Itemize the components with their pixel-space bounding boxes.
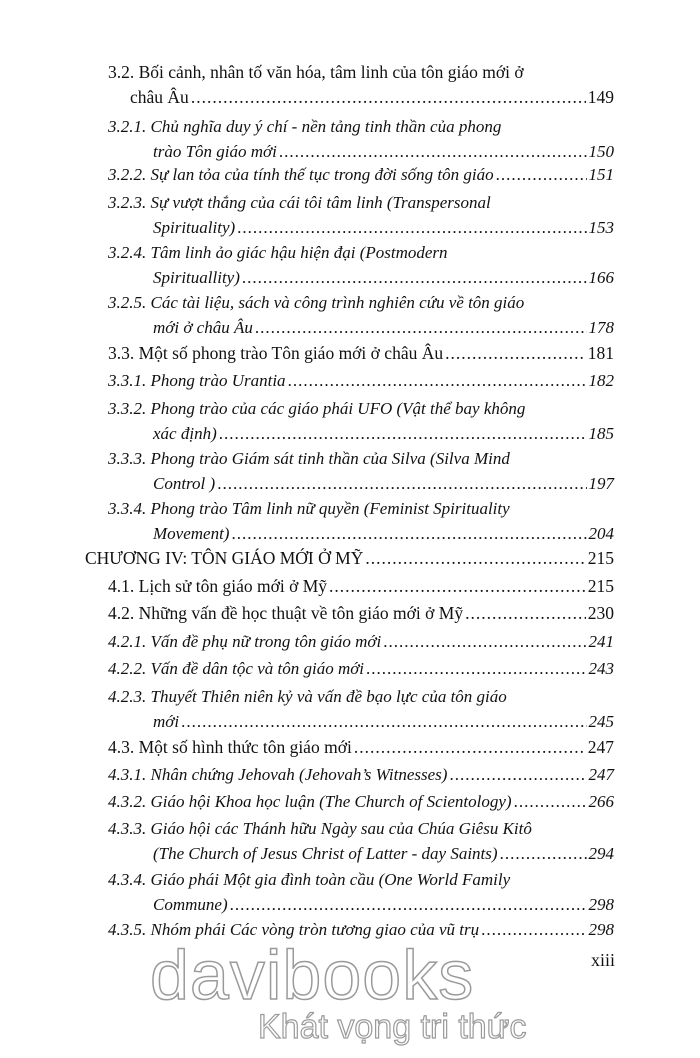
leader-dots (481, 917, 586, 942)
leader-dots (181, 709, 586, 734)
toc-page-number: 153 (588, 218, 614, 237)
toc-entry-title: 4.3. Một số hình thức tôn giáo mới (108, 737, 352, 757)
toc-entry-title-cont: xác định) (153, 424, 217, 443)
toc-entry (108, 656, 614, 681)
toc-page-number: 298 (588, 920, 614, 939)
toc-entry-title-cont: Spirituality) (153, 218, 236, 237)
toc-entry-title: 3.3. Một số phong trào Tôn giáo mới ở châu Âu (108, 343, 444, 363)
toc-entry (108, 867, 614, 917)
toc-entry-title: 3.2.1. Chủ nghĩa duy ý chí - nền tảng tinh thần của phong (108, 117, 502, 136)
toc-entry (108, 60, 614, 110)
toc-entry-title: 4.3.5. Nhóm phái Các vòng tròn tương giao của vũ trụ (108, 920, 480, 939)
toc-entry (108, 601, 614, 626)
toc-entry-title: 4.2.2. Vấn đề dân tộc và tôn giáo mới (108, 659, 365, 678)
leader-dots (449, 762, 586, 787)
leader-dots (365, 546, 585, 571)
toc-page-number: 294 (588, 844, 614, 863)
toc-page-number: 204 (588, 524, 614, 543)
toc-page-number: 197 (588, 474, 614, 493)
leader-dots (231, 521, 586, 546)
leader-dots (445, 341, 586, 366)
leader-dots (255, 315, 587, 340)
leader-dots (329, 574, 586, 599)
toc-entry-title: 3.2.4. Tâm linh ảo giác hậu hiện đại (Postmodern (108, 243, 448, 262)
toc-page-number: 181 (587, 343, 614, 363)
toc-page-number: 150 (588, 142, 614, 161)
toc-entry (108, 816, 614, 866)
leader-dots (219, 421, 587, 446)
leader-dots (288, 368, 587, 393)
toc-entry-title: 4.3.3. Giáo hội các Thánh hữu Ngày sau của Chúa Giêsu Kitô (108, 819, 532, 838)
toc-entry (108, 162, 614, 187)
toc-entry-title: 3.2. Bối cảnh, nhân tố văn hóa, tâm linh của tôn giáo mới ở (108, 62, 524, 82)
toc-entry-title-cont: mới ở châu Âu (153, 318, 253, 337)
toc-entry (108, 368, 614, 393)
toc-page-number: 247 (587, 737, 614, 757)
toc-entry (108, 190, 614, 240)
toc-entry-title: 4.3.1. Nhân chứng Jehovah (Jehovah’s Witnesses) (108, 765, 448, 784)
toc-entry (108, 114, 614, 164)
toc-entry (108, 629, 614, 654)
toc-page-number: 298 (588, 895, 614, 914)
toc-entry (108, 341, 614, 366)
toc-entry-title: 3.3.3. Phong trào Giám sát tinh thần của Silva (Silva Mind (108, 449, 510, 468)
toc-entry-title-cont: trào Tôn giáo mới (153, 142, 277, 161)
toc-entry-title-cont: Movement) (153, 524, 230, 543)
toc-page-number: 178 (588, 318, 614, 337)
leader-dots (279, 139, 587, 164)
leader-dots (465, 601, 586, 626)
toc-entry (108, 496, 614, 546)
toc-entry-title-cont: Commune) (153, 895, 228, 914)
watermark-tagline: Khát vọng tri thức (258, 1008, 527, 1046)
toc-entry-title: 3.3.4. Phong trào Tâm linh nữ quyền (Feminist Spirituality (108, 499, 510, 518)
toc-page-number: 166 (588, 268, 614, 287)
leader-dots (217, 471, 586, 496)
toc-page-number: 245 (588, 712, 614, 731)
toc-entry-title-cont: (The Church of Jesus Christ of Latter - day Saints) (153, 844, 498, 863)
leader-dots (496, 162, 587, 187)
toc-page-number: 243 (588, 659, 614, 678)
leader-dots (366, 656, 586, 681)
toc-entry (108, 396, 614, 446)
leader-dots (514, 789, 587, 814)
toc-page-number: 185 (588, 424, 614, 443)
leader-dots (237, 215, 586, 240)
toc-page-number: 151 (588, 165, 614, 184)
toc-entry-title: 3.2.2. Sự lan tỏa của tính thế tục trong đời sống tôn giáo (108, 165, 494, 184)
toc-page-number: 247 (588, 765, 614, 784)
toc-entry-title-cont: mới (153, 712, 180, 731)
toc-entry (108, 290, 614, 340)
toc-page-number: 215 (587, 548, 614, 568)
toc-entry (108, 240, 614, 290)
toc-entry-title: 4.3.4. Giáo phái Một gia đình toàn cầu (One World Family (108, 870, 511, 889)
toc-chapter-title: CHƯƠNG IV: TÔN GIÁO MỚI Ở MỸ (85, 548, 364, 568)
toc-entry-title: 3.2.5. Các tài liệu, sách và công trình nghiên cứu về tôn giáo (108, 293, 525, 312)
toc-entry-title: 4.1. Lịch sử tôn giáo mới ở Mỹ (108, 576, 328, 596)
toc-entry-title-cont: Spirituallity) (153, 268, 240, 287)
toc-page-number: 182 (588, 371, 614, 390)
toc-entry-title: 3.3.2. Phong trào của các giáo phái UFO (Vật thể bay không (108, 399, 526, 418)
toc-entry (85, 546, 614, 571)
page-number: xiii (591, 950, 616, 970)
leader-dots (500, 841, 587, 866)
toc-entry-title: 4.3.2. Giáo hội Khoa học luận (The Church of Scientology) (108, 792, 512, 811)
toc-entry (108, 574, 614, 599)
toc-entry-title: 4.2.3. Thuyết Thiên niên kỷ và vấn đề bạo lực của tôn giáo (108, 687, 507, 706)
toc-entry-title: 4.2. Những vấn đề học thuật về tôn giáo mới ở Mỹ (108, 603, 464, 623)
toc-entry (108, 446, 614, 496)
leader-dots (242, 265, 587, 290)
toc-entry-title-cont: châu Âu (130, 87, 189, 107)
leader-dots (191, 85, 586, 110)
toc-page-number: 266 (588, 792, 614, 811)
toc-entry-title: 3.3.1. Phong trào Urantia (108, 371, 286, 390)
watermark-logo: davibooks (150, 936, 475, 1014)
toc-entry (108, 789, 614, 814)
leader-dots (383, 629, 586, 654)
toc-entry (108, 735, 614, 760)
leader-dots (230, 892, 587, 917)
leader-dots (354, 735, 586, 760)
toc-entry-title: 3.2.3. Sự vượt thắng của cái tôi tâm linh (Transpersonal (108, 193, 491, 212)
toc-page-number: 230 (587, 603, 614, 623)
toc-page-number: 215 (587, 576, 614, 596)
toc-entry (108, 762, 614, 787)
toc-entry-title: 4.2.1. Vấn đề phụ nữ trong tôn giáo mới (108, 632, 382, 651)
toc-entry (108, 684, 614, 734)
toc-page-number: 241 (588, 632, 614, 651)
toc-entry-title-cont: Control ) (153, 474, 216, 493)
toc-page-number: 149 (587, 87, 614, 107)
